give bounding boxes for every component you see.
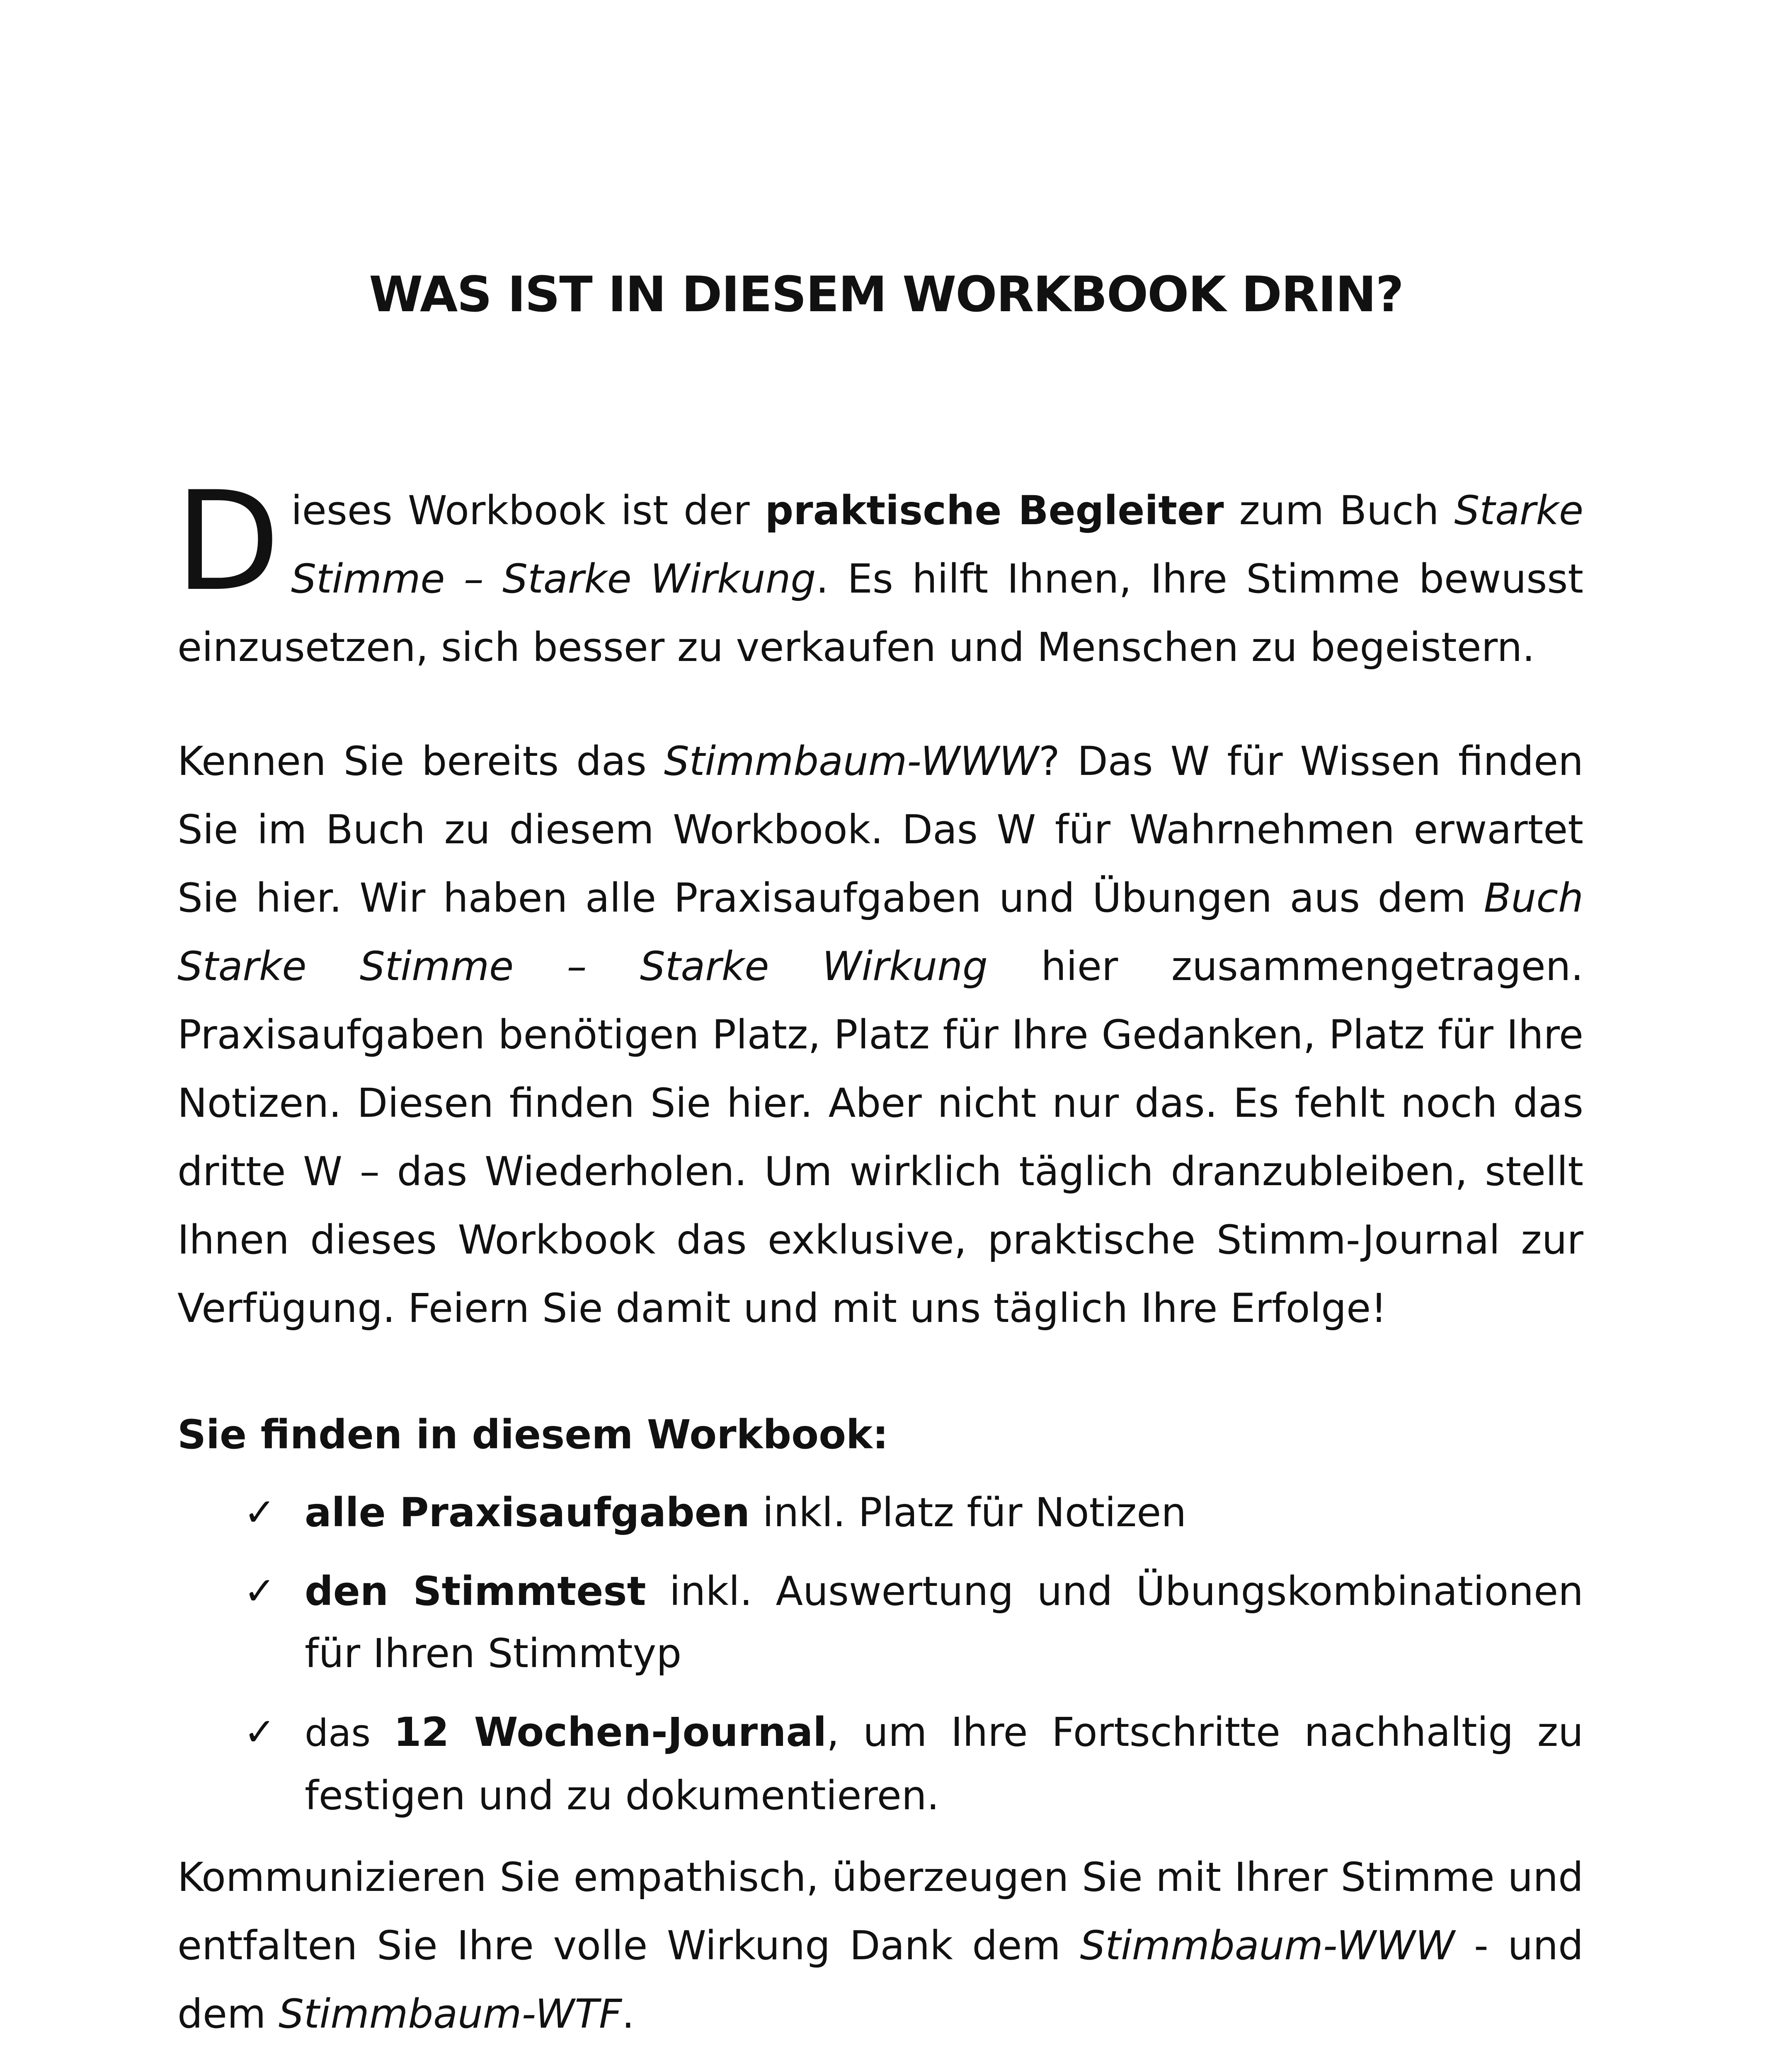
intro-italic-1: Starke Stimme – Starke Wirkung — [291, 487, 1584, 602]
intro-bold-1: praktische Begleiter — [765, 487, 1224, 534]
list-item-rest: inkl. Auswertung und Übungskombinationen für Ihren Stimmtyp — [305, 1568, 1584, 1677]
list-item-bold: den Stimmtest — [305, 1568, 646, 1615]
list-item-bold: 12 Wochen-Journal — [393, 1709, 827, 1755]
drop-cap: D — [175, 462, 281, 621]
body-text — [175, 462, 1584, 2072]
list-item-rest: , um Ihre Fortschritte nachhaltig zu festigen und zu dokumentieren. — [305, 1709, 1584, 1819]
para3-italic-2: Stimmbaum-WTF — [279, 1991, 622, 2037]
para2-text-1: Kennen Sie bereits das — [177, 738, 664, 784]
checkmark-icon: ✓ — [244, 1490, 276, 1535]
checklist — [177, 1481, 1583, 1827]
checkmark-icon: ✓ — [244, 1710, 276, 1754]
para2-italic-2: Buch Starke Stimme – Starke Wirkung — [177, 875, 1583, 990]
para2-text-2: ? Das W für Wissen finden Sie im Buch zu diesem Workbook. Das W für Wahrnehmen erwartet Sie hier. Wir haben alle Praxisaufgaben und Übungen aus dem — [177, 738, 1584, 921]
paragraph-2 — [177, 727, 1583, 1343]
list-item-bold: alle Praxisaufgaben — [305, 1489, 750, 1536]
para3-text-3: . — [622, 1991, 635, 2037]
paragraph-3 — [177, 1843, 1583, 2048]
para3-text-2: - und dem — [177, 1922, 1584, 2037]
list-item-rest: inkl. Platz für Notizen — [750, 1489, 1187, 1536]
intro-text-1: ieses Workbook ist der — [291, 487, 765, 534]
list-item-pre: das — [305, 1711, 394, 1755]
para2-italic-1: Stimmbaum-WWW — [664, 738, 1039, 784]
para3-italic-1: Stimmbaum-WWW — [1080, 1922, 1455, 1969]
intro-paragraph — [175, 462, 1584, 682]
checkmark-icon: ✓ — [244, 1569, 276, 1613]
list-item — [177, 1560, 1583, 1685]
page-title: WAS IST IN DIESEM WORKBOOK DRIN? — [369, 266, 1403, 323]
para2-text-3: hier zusammengetragen. Praxisaufgaben benötigen Platz, Platz für Ihre Gedanken, Platz für Ihre Notizen. Diesen finden Sie hier. Aber nicht nur das. Es fehlt noch das dritte W – das Wiederholen. Um wirklich täglich dranzubleiben, stellt Ihnen dieses Workbook das exklusive, praktische Stimm-Journal zur Verfügung. Feiern Sie damit und mit uns täglich Ihre Erfolge! — [177, 943, 1584, 1331]
list-heading: Sie finden in diesem Workbook: — [177, 1411, 889, 1458]
intro-text-2: zum Buch — [1224, 487, 1454, 534]
intro-text-3: . Es hilft Ihnen, Ihre Stimme bewusst einzusetzen, sich besser zu verkaufen und Menschen zu begeistern. — [177, 556, 1583, 670]
list-item — [177, 1481, 1583, 1544]
list-item — [177, 1701, 1583, 1827]
para3-text-1: Kommunizieren Sie empathisch, überzeugen Sie mit Ihrer Stimme und entfalten Sie Ihre volle Wirkung Dank dem — [177, 1854, 1583, 1969]
